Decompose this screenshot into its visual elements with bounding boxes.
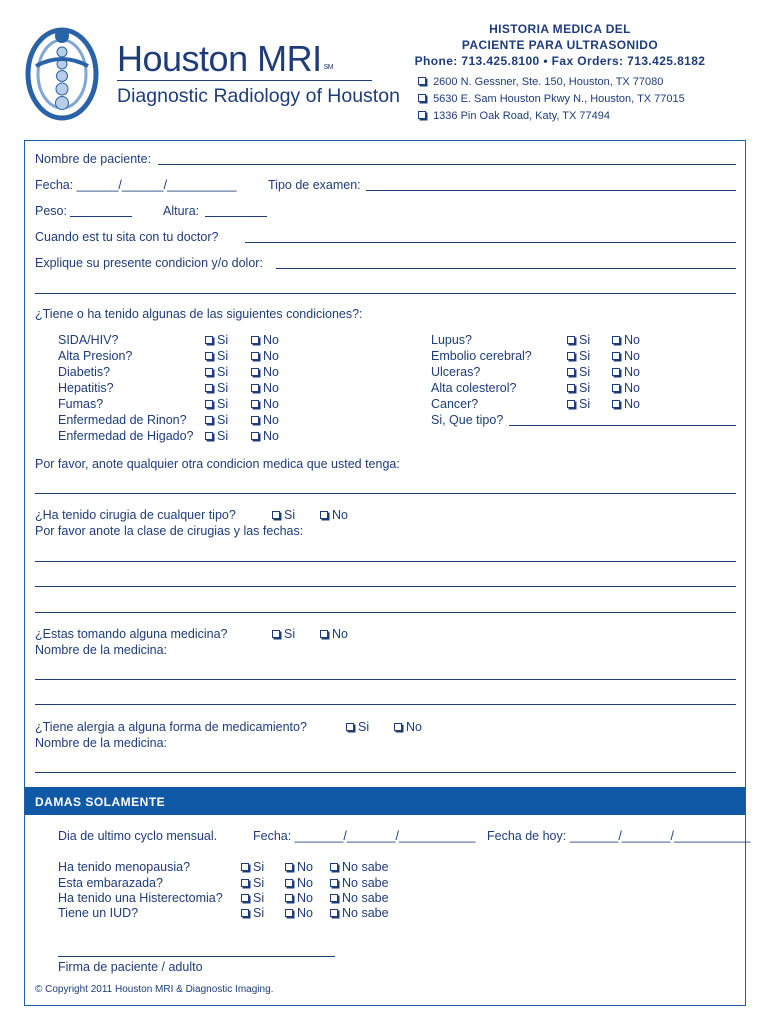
women-question: Ha tenido una Histerectomia? (58, 891, 223, 905)
checkbox-icon[interactable] (320, 511, 328, 519)
signature-field[interactable] (58, 956, 335, 957)
yes-checkbox[interactable] (205, 429, 228, 443)
condition-item: Embolio cerebral? (431, 349, 532, 363)
yes-label: Si (579, 333, 591, 347)
patient-name-label: Nombre de paciente: (35, 152, 152, 166)
checkbox-icon[interactable] (612, 336, 620, 344)
condition-item: Hepatitis? (58, 381, 114, 395)
yes-checkbox[interactable] (205, 413, 228, 427)
no-label: No (297, 891, 313, 905)
no-checkbox[interactable] (251, 349, 279, 363)
height-field[interactable] (205, 216, 267, 217)
cancer-type-field[interactable] (509, 425, 736, 426)
no-sabe-checkbox[interactable] (330, 876, 389, 890)
no-label: No (624, 397, 640, 411)
location-1-text: 2600 N. Gessner, Ste. 150, Houston, TX 77080 (433, 76, 664, 88)
checkbox-icon[interactable] (205, 432, 213, 440)
allergy-yes-checkbox[interactable] (346, 720, 369, 734)
checkbox-icon[interactable] (285, 863, 293, 871)
no-label: No (297, 906, 313, 920)
form-title-line1: HISTORIA MEDICA DEL (489, 22, 631, 36)
no-checkbox[interactable] (612, 349, 640, 363)
yes-checkbox[interactable] (567, 381, 590, 395)
condition-item: Fumas? (58, 397, 104, 411)
checkbox-icon[interactable] (241, 863, 249, 871)
no-checkbox[interactable] (285, 860, 313, 874)
date-label: Fecha: ______/______/__________ (35, 178, 237, 192)
checkbox-icon[interactable] (320, 630, 328, 638)
yes-checkbox[interactable] (567, 333, 590, 347)
condition-label: Explique su presente condicion y/o dolor: (35, 256, 263, 270)
no-sabe-checkbox[interactable] (330, 891, 389, 905)
brand-rule (117, 80, 372, 81)
women-question: Tiene un IUD? (58, 906, 139, 920)
no-checkbox[interactable] (612, 397, 640, 411)
checkbox-icon[interactable] (241, 909, 249, 917)
yes-label: Si (579, 365, 591, 379)
allergy-question: ¿Tiene alergia a alguna forma de medicamiento? (35, 720, 307, 734)
checkbox-icon[interactable] (418, 94, 426, 102)
yes-checkbox[interactable] (241, 876, 264, 890)
checkbox-icon[interactable] (567, 384, 575, 392)
checkbox-icon[interactable] (418, 111, 426, 119)
other-conditions-label: Por favor, anote qualquier otra condicion medica que usted tenga: (35, 457, 400, 471)
surgery-no-checkbox[interactable] (320, 508, 348, 522)
no-checkbox[interactable] (285, 906, 313, 920)
yes-label: Si (217, 333, 229, 347)
yes-checkbox[interactable] (567, 397, 590, 411)
medicine-no-checkbox[interactable] (320, 627, 348, 641)
allergy-name-label: Nombre de la medicina: (35, 736, 168, 750)
checkbox-icon[interactable] (205, 416, 213, 424)
checkbox-icon[interactable] (205, 352, 213, 360)
checkbox-icon[interactable] (330, 879, 338, 887)
no-sabe-label: No sabe (342, 876, 389, 890)
service-mark: SM (323, 64, 334, 71)
yes-checkbox[interactable] (205, 333, 228, 347)
yes-checkbox[interactable] (567, 365, 590, 379)
yes-checkbox[interactable] (241, 891, 264, 905)
condition-item: Enfermedad de Higado? (58, 429, 194, 443)
yes-label: Si (217, 381, 229, 395)
yes-checkbox[interactable] (205, 397, 228, 411)
yes-label: Si (579, 381, 591, 395)
other-conditions-field[interactable] (35, 493, 736, 494)
no-sabe-checkbox[interactable] (330, 906, 389, 920)
no-label: No (624, 381, 640, 395)
location-2[interactable] (418, 93, 685, 105)
checkbox-icon[interactable] (241, 879, 249, 887)
yes-label: Si (217, 429, 229, 443)
yes-checkbox[interactable] (241, 906, 264, 920)
yes-label: Si (217, 413, 229, 427)
medicine-field-1[interactable] (35, 679, 736, 680)
women-question: Esta embarazada? (58, 876, 163, 890)
no-sabe-checkbox[interactable] (330, 860, 389, 874)
no-label: No (406, 720, 422, 734)
condition-item: Enfermedad de Rinon? (58, 413, 187, 427)
exam-type-field[interactable] (366, 190, 736, 191)
surgery-yes-checkbox[interactable] (272, 508, 295, 522)
condition-item: Cancer? (431, 397, 479, 411)
form-title-line2: PACIENTE PARA ULTRASONIDO (461, 38, 659, 52)
surgery-field-3[interactable] (35, 612, 736, 613)
yes-label: Si (358, 720, 370, 734)
checkbox-icon[interactable] (567, 336, 575, 344)
logo-mark (22, 22, 102, 122)
no-label: No (263, 349, 279, 363)
height-label: Altura: (163, 204, 200, 218)
no-label: No (263, 381, 279, 395)
medicine-field-2[interactable] (35, 704, 736, 705)
condition-field-2[interactable] (35, 293, 736, 294)
checkbox-icon[interactable] (251, 368, 259, 376)
condition-item: Diabetis? (58, 365, 111, 379)
surgery-field-2[interactable] (35, 586, 736, 587)
checkbox-icon[interactable] (205, 368, 213, 376)
exam-type-label: Tipo de examen: (268, 178, 361, 192)
no-checkbox[interactable] (612, 381, 640, 395)
checkbox-icon[interactable] (612, 352, 620, 360)
yes-checkbox[interactable] (567, 349, 590, 363)
women-question: Ha tenido menopausia? (58, 860, 191, 874)
checkbox-icon[interactable] (272, 511, 280, 519)
weight-label: Peso: (35, 204, 67, 218)
no-label: No (263, 333, 279, 347)
no-checkbox[interactable] (612, 365, 640, 379)
no-checkbox[interactable] (612, 333, 640, 347)
no-label: No (332, 508, 348, 522)
checkbox-icon[interactable] (285, 894, 293, 902)
brand-name-text: Houston MRI (117, 38, 322, 79)
checkbox-icon[interactable] (567, 352, 575, 360)
yes-label: Si (253, 906, 265, 920)
checkbox-icon[interactable] (612, 368, 620, 376)
yes-checkbox[interactable] (205, 365, 228, 379)
no-checkbox[interactable] (251, 333, 279, 347)
checkbox-icon[interactable] (346, 723, 354, 731)
checkbox-icon[interactable] (251, 400, 259, 408)
doctor-visit-label: Cuando est tu sita con tu doctor? (35, 230, 219, 244)
medicine-yes-checkbox[interactable] (272, 627, 295, 641)
yes-label: Si (217, 365, 229, 379)
no-label: No (624, 349, 640, 363)
allergy-field[interactable] (35, 772, 736, 773)
yes-label: Si (253, 876, 265, 890)
yes-checkbox[interactable] (205, 381, 228, 395)
no-label: No (263, 413, 279, 427)
condition-item: Lupus? (431, 333, 473, 347)
checkbox-icon[interactable] (205, 336, 213, 344)
no-checkbox[interactable] (251, 413, 279, 427)
checkbox-icon[interactable] (285, 909, 293, 917)
phone-fax-line: Phone: 713.425.8100 • Fax Orders: 713.425.8182 (414, 54, 706, 68)
no-label: No (624, 333, 640, 347)
yes-label: Si (217, 349, 229, 363)
checkbox-icon[interactable] (330, 894, 338, 902)
condition-item: Alta colesterol? (431, 381, 517, 395)
surgery-question: ¿Ha tenido cirugia de cualquer tipo? (35, 508, 236, 522)
location-2-text: 5630 E. Sam Houston Pkwy N., Houston, TX 77015 (433, 93, 685, 105)
checkbox-icon[interactable] (205, 400, 213, 408)
no-checkbox[interactable] (285, 891, 313, 905)
today-date-field[interactable]: Fecha de hoy: _______/_______/___________ (487, 829, 751, 843)
condition-item: Ulceras? (431, 365, 481, 379)
yes-checkbox[interactable] (241, 860, 264, 874)
checkbox-icon[interactable] (330, 909, 338, 917)
spine-logo-icon (22, 22, 102, 122)
no-checkbox[interactable] (251, 397, 279, 411)
checkbox-icon[interactable] (330, 863, 338, 871)
condition-item: Alta Presion? (58, 349, 133, 363)
checkbox-icon[interactable] (251, 336, 259, 344)
no-label: No (297, 876, 313, 890)
checkbox-icon[interactable] (272, 630, 280, 638)
checkbox-icon[interactable] (418, 77, 426, 85)
cycle-date-field[interactable]: Fecha: _______/_______/___________ (253, 829, 476, 843)
yes-label: Si (579, 349, 591, 363)
no-label: No (624, 365, 640, 379)
cycle-label: Dia de ultimo cyclo mensual. (58, 829, 218, 843)
no-label: No (263, 429, 279, 443)
no-label: No (332, 627, 348, 641)
yes-label: Si (579, 397, 591, 411)
checkbox-icon[interactable] (241, 894, 249, 902)
checkbox-icon[interactable] (394, 723, 402, 731)
checkbox-icon[interactable] (251, 416, 259, 424)
yes-label: Si (253, 891, 265, 905)
condition-field[interactable] (276, 268, 736, 269)
no-checkbox[interactable] (251, 365, 279, 379)
checkbox-icon[interactable] (251, 432, 259, 440)
no-checkbox[interactable] (251, 381, 279, 395)
checkbox-icon[interactable] (285, 879, 293, 887)
yes-label: Si (284, 627, 296, 641)
women-section-title: DAMAS SOLAMENTE (35, 795, 166, 809)
no-label: No (297, 860, 313, 874)
yes-checkbox[interactable] (205, 349, 228, 363)
surgery-field-1[interactable] (35, 561, 736, 562)
condition-item: SIDA/HIV? (58, 333, 119, 347)
patient-name-field[interactable] (158, 164, 736, 165)
checkbox-icon[interactable] (205, 384, 213, 392)
weight-field[interactable] (70, 216, 132, 217)
checkbox-icon[interactable] (612, 400, 620, 408)
no-checkbox[interactable] (251, 429, 279, 443)
signature-label: Firma de paciente / adulto (58, 960, 203, 974)
copyright: © Copyright 2011 Houston MRI & Diagnostic Imaging. (35, 984, 274, 995)
no-sabe-label: No sabe (342, 860, 389, 874)
conditions-question: ¿Tiene o ha tenido algunas de las siguientes condiciones?: (35, 307, 363, 321)
location-3-text: 1336 Pin Oak Road, Katy, TX 77494 (433, 110, 610, 122)
women-section-header (25, 787, 745, 815)
no-sabe-label: No sabe (342, 891, 389, 905)
brand-tagline: Diagnostic Radiology of Houston (117, 85, 400, 107)
no-label: No (263, 365, 279, 379)
yes-label: Si (284, 508, 296, 522)
yes-label: Si (217, 397, 229, 411)
checkbox-icon[interactable] (567, 368, 575, 376)
checkbox-icon[interactable] (567, 400, 575, 408)
checkbox-icon[interactable] (251, 384, 259, 392)
yes-label: Si (253, 860, 265, 874)
allergy-no-checkbox[interactable] (394, 720, 422, 734)
cancer-type-label: Si, Que tipo? (431, 413, 504, 427)
location-3[interactable] (418, 110, 610, 122)
brand-name (117, 38, 333, 80)
doctor-visit-field[interactable] (245, 242, 736, 243)
no-checkbox[interactable] (285, 876, 313, 890)
checkbox-icon[interactable] (612, 384, 620, 392)
surgery-list-label: Por favor anote la clase de cirugias y las fechas: (35, 524, 304, 538)
medicine-name-label: Nombre de la medicina: (35, 643, 168, 657)
no-label: No (263, 397, 279, 411)
location-1[interactable] (418, 76, 663, 88)
checkbox-icon[interactable] (251, 352, 259, 360)
medicine-question: ¿Estas tomando alguna medicina? (35, 627, 228, 641)
no-sabe-label: No sabe (342, 906, 389, 920)
